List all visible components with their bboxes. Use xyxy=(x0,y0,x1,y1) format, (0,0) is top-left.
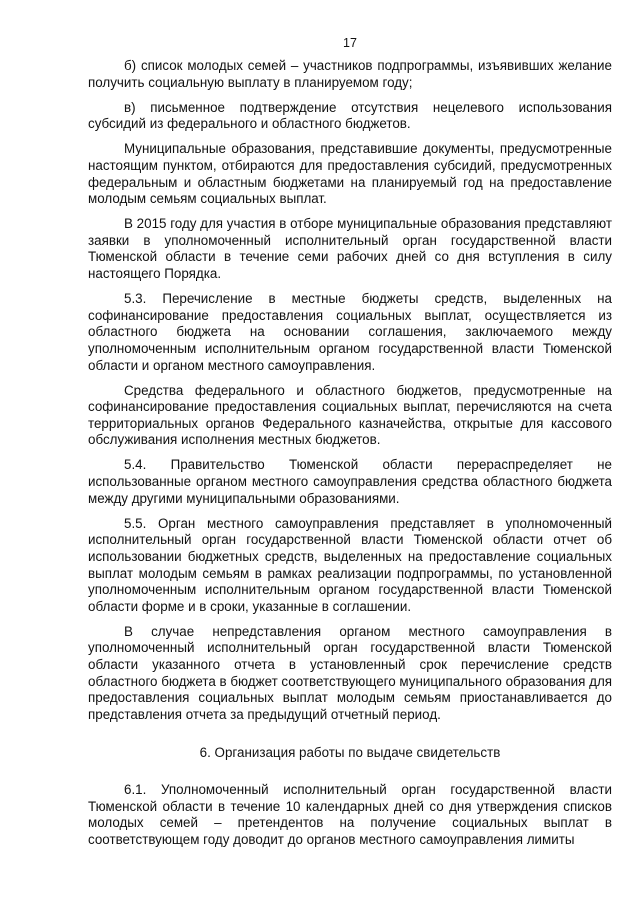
paragraph-report-failure: В случае непредставления органом местного самоуправления в уполномоченный исполнительный орган государственной власти Тюменской области указанного отчета в установленный срок перечисление средств областного бюджета в бюджет соответствующего муниципального образования для предоставления социальных выплат молодым семьям приостанавливается до представления отчета за предыдущий отчетный период. xyxy=(88,623,613,722)
page-number: 17 xyxy=(343,36,357,50)
paragraph-list-item-b: б) список молодых семей – участников подпрограммы, изъявивших желание получить социальную выплату в планируемом году; xyxy=(88,58,612,90)
paragraph-federal-funds: Средства федерального и областного бюджетов, предусмотренные на софинансирование предоставления социальных выплат, перечисляются на счета территориальных органов Федерального казначейства, открытые для кассового обслуживания исполнения местных бюджетов. xyxy=(88,382,612,448)
paragraph-5-3: 5.3. Перечисление в местные бюджеты средств, выделенных на софинансирование предоставления социальных выплат, осуществляется из областного бюджета на основании соглашения, заключаемого между уполномоченным исполнительным органом государственной власти Тюменской области и органом местного самоуправления. xyxy=(88,291,612,373)
paragraph-5-5: 5.5. Орган местного самоуправления представляет в уполномоченный исполнительный орган государственной власти Тюменской области отчет об использовании бюджетных средств, выделенных на предоставление социальных выплат молодым семьям в рамках реализации подпрограммы, по установленной уполномоченным исполнительным органом государственной власти Тюменской области форме и в сроки, указанные в соглашении. xyxy=(88,515,612,614)
paragraph-municipal-selection: Муниципальные образования, представившие документы, предусмотренные настоящим пунктом, отбираются для предоставления субсидий, предусмотренных федеральным и областным бюджетами на планируемый год на предоставление молодым семьям социальных выплат. xyxy=(88,141,612,207)
paragraph-6-1: 6.1. Уполномоченный исполнительный орган государственной власти Тюменской области в течение 10 календарных дней со дня утверждения списков молодых семей – претендентов на получение социальных выплат в соответствующем году доводит до органов местного самоуправления лимиты xyxy=(88,781,612,847)
paragraph-2015-applications: В 2015 году для участия в отборе муниципальные образования представляют заявки в уполномоченный исполнительный орган государственной власти Тюменской области в течение семи рабочих дней со дня вступления в силу настоящего Порядка. xyxy=(88,216,612,282)
paragraph-list-item-v: в) письменное подтверждение отсутствия нецелевого использования субсидий из федерального и областного бюджетов. xyxy=(88,99,612,132)
document-body xyxy=(88,58,612,857)
section-heading: 6. Организация работы по выдаче свидетельств xyxy=(199,745,501,761)
paragraph-5-4: 5.4. Правительство Тюменской области перераспределяет не использованные органом местного самоуправления средства областного бюджета между другими муниципальными образованиями. xyxy=(88,457,612,506)
